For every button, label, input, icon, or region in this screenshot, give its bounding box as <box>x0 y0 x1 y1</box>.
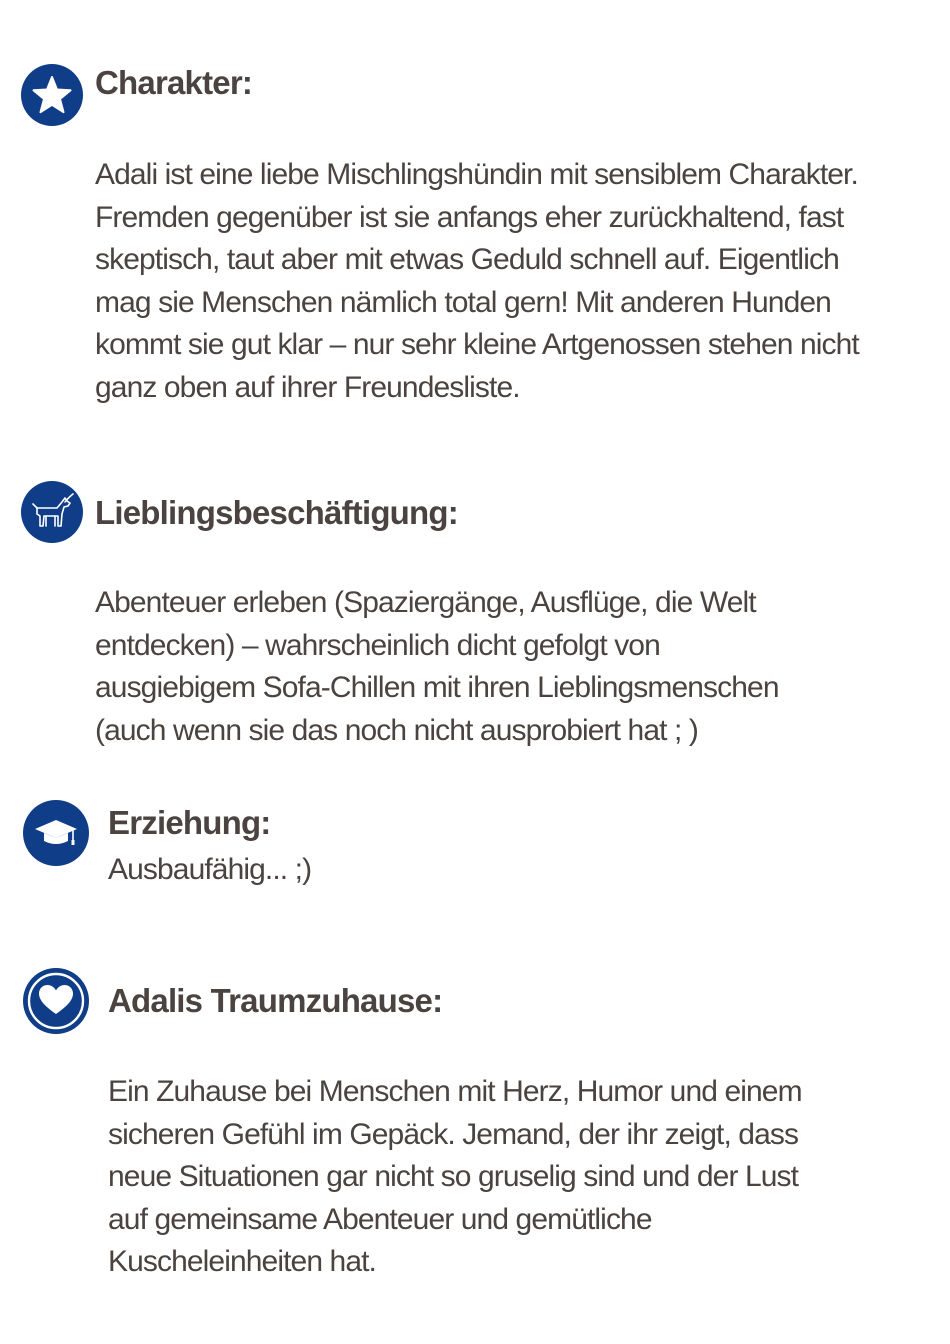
section-heading: Lieblingsbeschäftigung: <box>95 494 458 531</box>
section-text: Ausbaufähig... ;) <box>108 853 312 886</box>
section-heading: Erziehung: <box>108 804 271 841</box>
heart-icon <box>23 968 89 1034</box>
section-heading: Charakter: <box>95 64 253 101</box>
star-icon <box>21 64 83 126</box>
graduation-cap-icon <box>23 800 89 866</box>
section-heading: Adalis Traumzuhause: <box>108 982 443 1019</box>
section-text: Adali ist eine liebe Mischlingshündin mit sensiblem Charakter. Fremden gegenüber ist sie anfangs eher zurückhaltend, fast skeptisch, taut aber mit etwas Geduld schnell auf. Eigentlich mag sie Menschen nämlich total gern! Mit anderen Hunden kommt sie gut klar – nur sehr kleine Artgenossen stehen nicht ganz oben auf ihrer Freundesliste. <box>95 158 859 404</box>
dog-icon <box>21 481 83 543</box>
section-text: Ein Zuhause bei Menschen mit Herz, Humor und einem sicheren Gefühl im Gepäck. Jemand, der ihr zeigt, dass neue Situationen gar nicht so gruselig sind und der Lust auf gemeinsame Abenteuer und gemütliche Kuscheleinheiten hat. <box>108 1075 802 1278</box>
section-text: Abenteuer erleben (Spaziergänge, Ausflüge, die Welt entdecken) – wahrscheinlich dicht gefolgt von ausgiebigem Sofa-Chillen mit ihren Lieblingsmenschen (auch wenn sie das noch nicht ausprobiert hat ; ) <box>95 586 779 747</box>
